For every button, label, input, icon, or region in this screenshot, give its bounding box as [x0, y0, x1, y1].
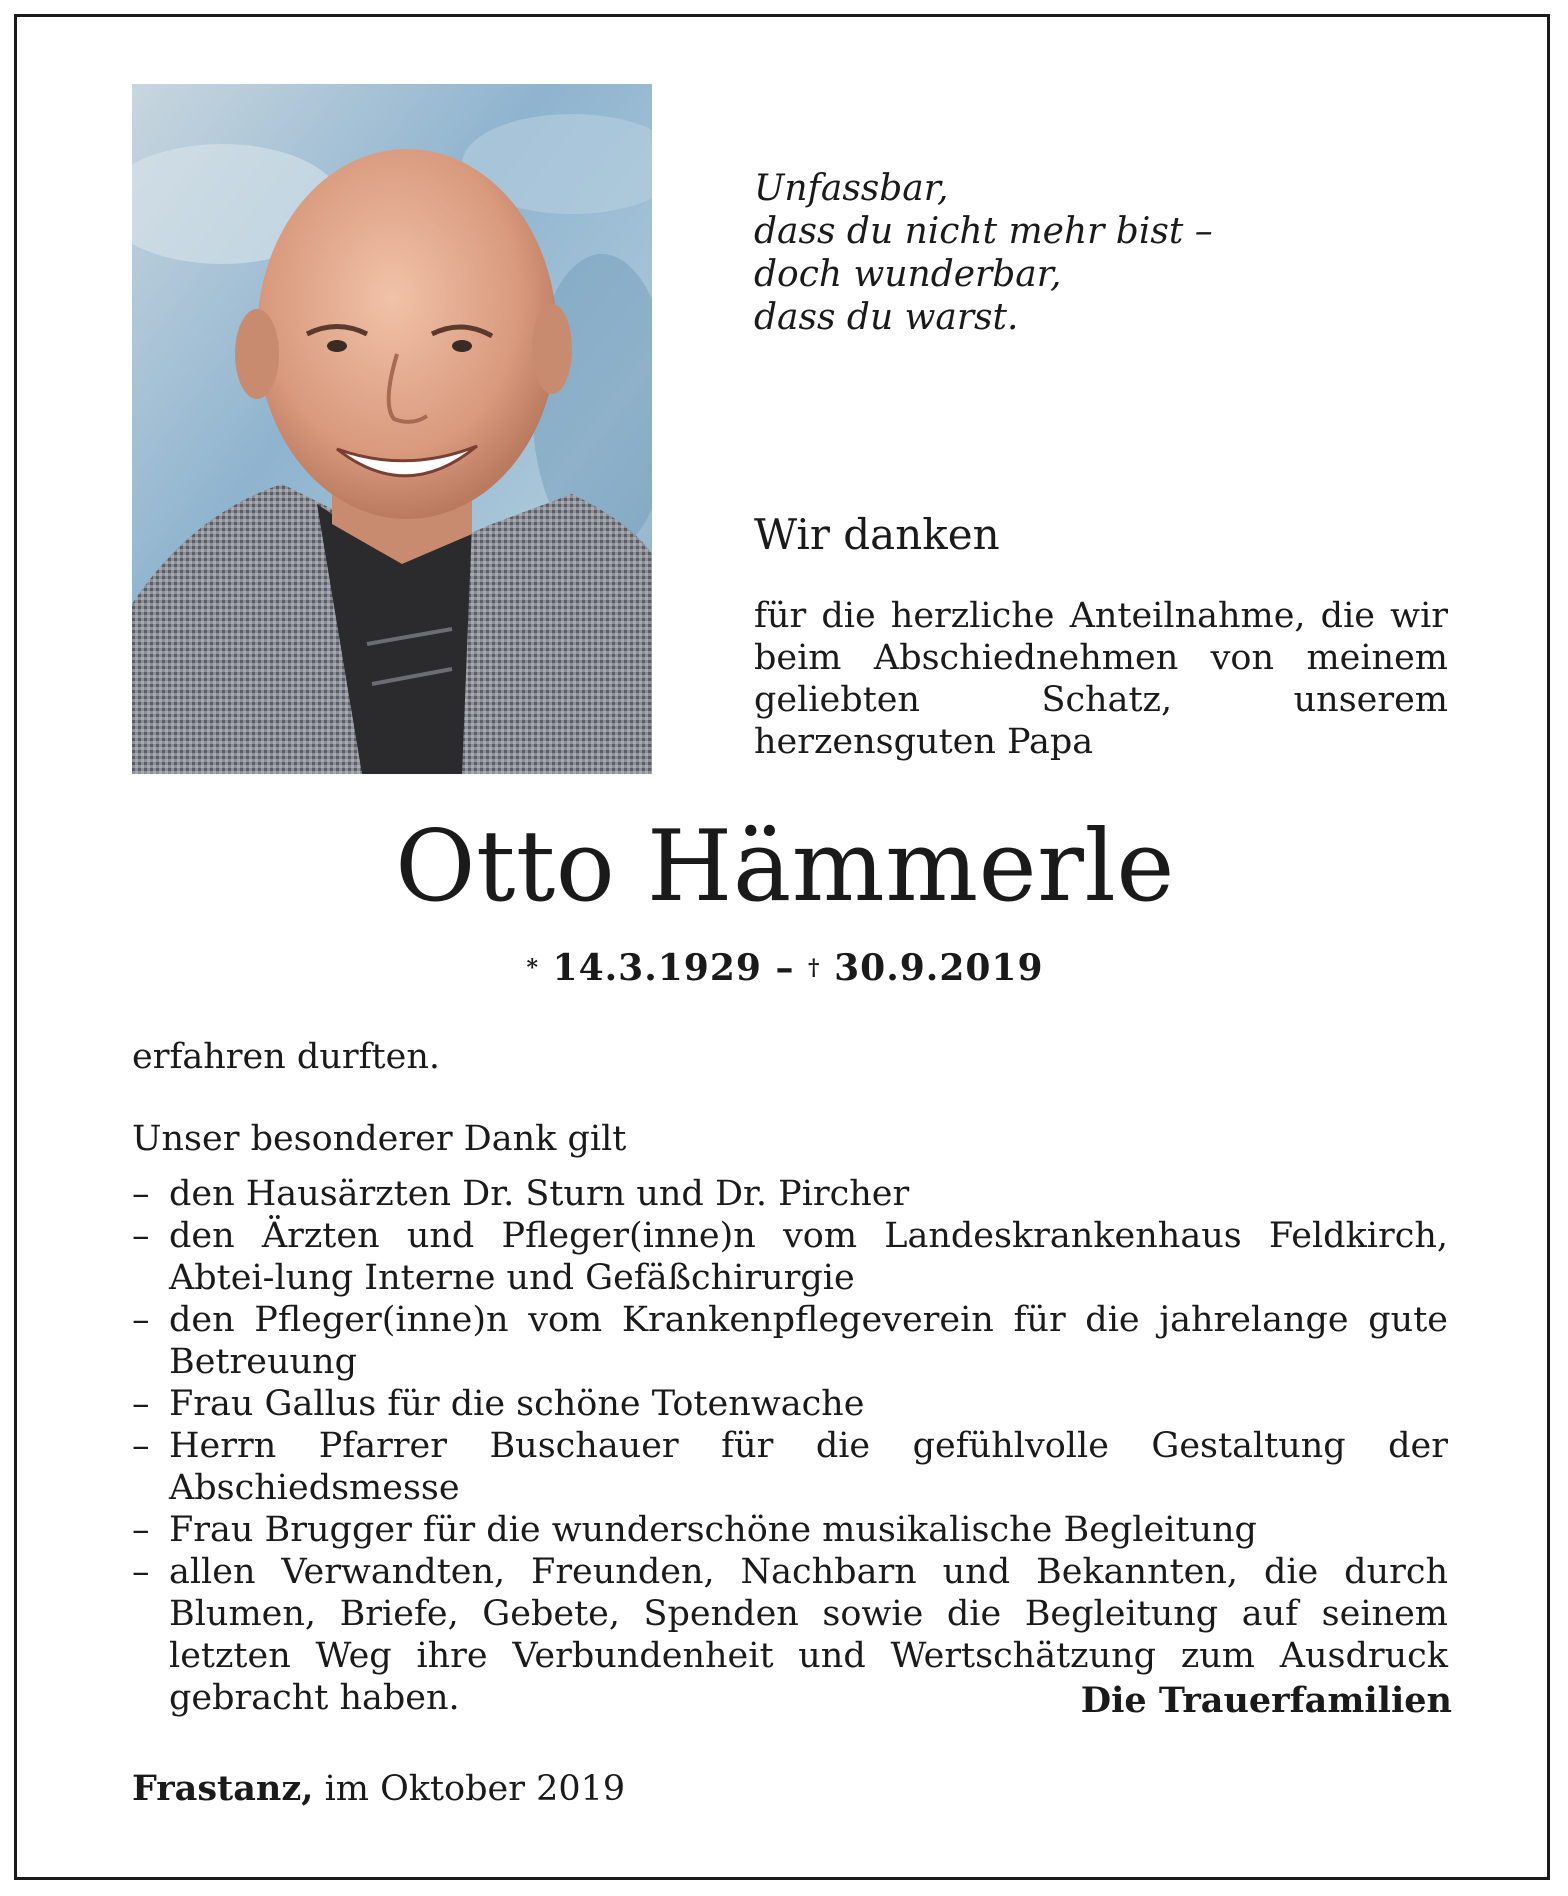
- dash: –: [132, 1552, 150, 1592]
- life-dates: [17, 944, 1553, 992]
- portrait-photo: [132, 84, 652, 774]
- poem-line: Unfassbar,: [754, 168, 949, 209]
- special-thanks-heading: Unser besonderer Dank gilt: [132, 1119, 627, 1159]
- list-item-text: Herrn Pfarrer Buschauer für die gefühlvolle Gestaltung der Abschiedsmesse: [169, 1426, 1448, 1508]
- thanks-heading: Wir danken: [754, 510, 1000, 559]
- portrait-illustration: [132, 84, 652, 774]
- poem-line: doch wunderbar,: [754, 254, 1062, 295]
- death-date: 30.9.2019: [834, 947, 1044, 989]
- date: im Oktober 2019: [324, 1769, 626, 1809]
- list-item-text: den Pfleger(inne)n vom Krankenpflegeverein für die jahrelange gute Betreuung: [169, 1300, 1448, 1382]
- poem-line: dass du warst.: [754, 297, 1019, 338]
- dash: –: [132, 1426, 150, 1466]
- after-name-text: erfahren durften.: [132, 1037, 440, 1077]
- date-separator: –: [775, 947, 795, 989]
- list-item-text: den Ärzten und Pfleger(inne)n vom Landeskrankenhaus Feldkirch, Abtei-lung Interne und Gefäßchirurgie: [169, 1216, 1448, 1298]
- thanks-intro: für die herzliche Anteilnahme, die wir beim Abschiednehmen von meinem geliebten Schatz, unserem herzensguten Papa: [754, 596, 1448, 762]
- death-symbol: †: [808, 955, 821, 981]
- birth-symbol: *: [526, 955, 539, 981]
- dash: –: [132, 1216, 150, 1256]
- list-item: [132, 1215, 1448, 1299]
- signature: Die Trauerfamilien: [1080, 1680, 1452, 1721]
- poem-line: dass du nicht mehr bist –: [754, 211, 1213, 252]
- dash: –: [132, 1510, 150, 1550]
- list-item-text: den Hausärzten Dr. Sturn und Dr. Pircher: [169, 1174, 910, 1214]
- dash: –: [132, 1384, 150, 1424]
- place: Frastanz,: [132, 1768, 314, 1809]
- birth-date: 14.3.1929: [552, 947, 762, 989]
- list-item-text: Frau Gallus für die schöne Totenwache: [169, 1384, 865, 1424]
- obituary-card: [14, 14, 1550, 1880]
- list-item-text: Frau Brugger für die wunderschöne musikalische Begleitung: [169, 1510, 1257, 1550]
- place-date: [132, 1767, 625, 1811]
- list-item: [132, 1383, 1448, 1425]
- list-item-text: allen Verwandten, Freunden, Nachbarn und Bekannten, die durch Blumen, Briefe, Gebete, Spenden sowie die Begleitung auf seinem letzten Weg ihre Verbundenheit und Wertschätzung zum Ausdruck gebracht haben.: [169, 1552, 1448, 1718]
- list-item: [132, 1299, 1448, 1383]
- special-thanks-list: [132, 1173, 1448, 1719]
- list-item: [132, 1509, 1448, 1551]
- dash: –: [132, 1174, 150, 1214]
- dash: –: [132, 1300, 150, 1340]
- poem: [754, 167, 1354, 339]
- deceased-name: Otto Hämmerle: [395, 810, 1175, 924]
- list-item: [132, 1425, 1448, 1509]
- list-item: [132, 1173, 1448, 1215]
